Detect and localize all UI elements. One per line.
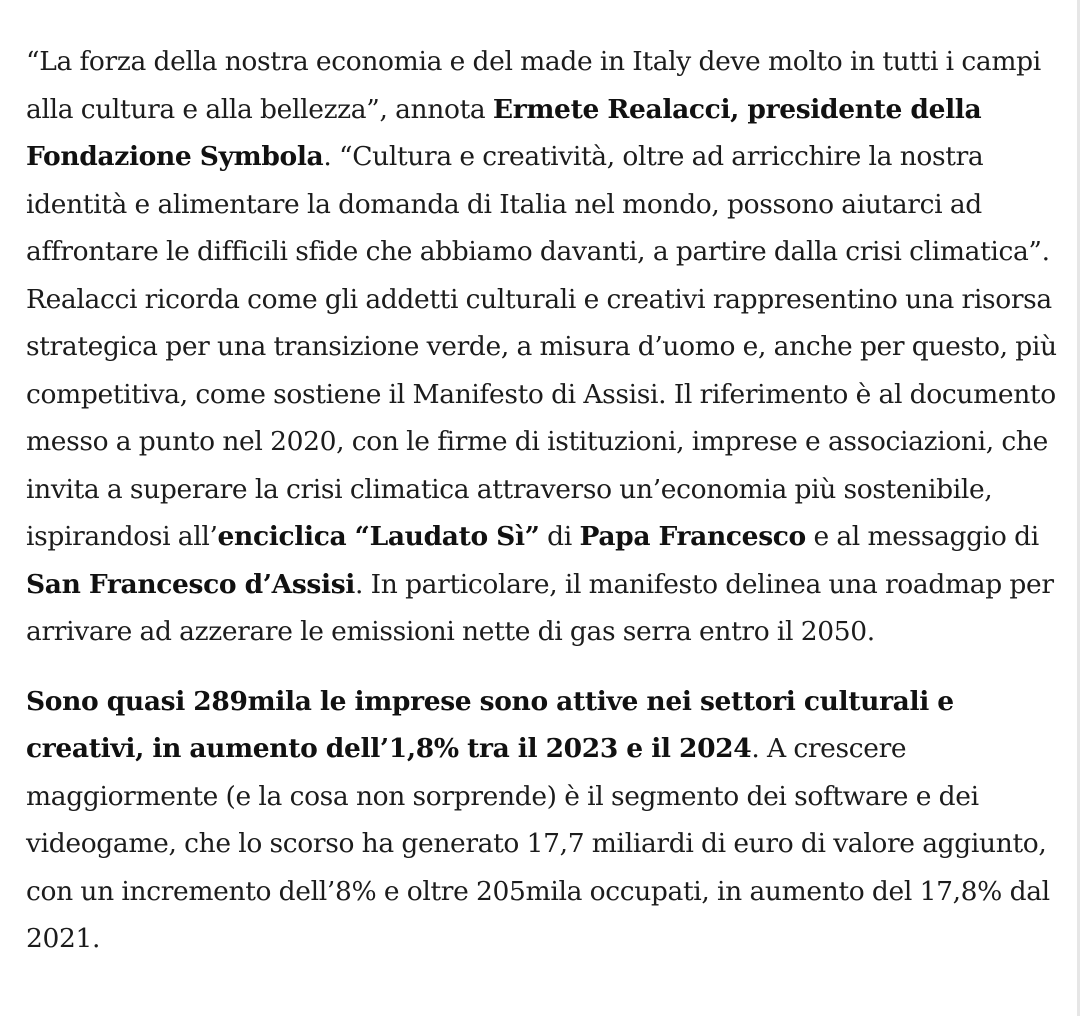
bold-text: Sono quasi 289mila le imprese sono attive nei settori culturali e creativi, in aumento dell’1,8% tra il 2023 e il 2024 (26, 685, 954, 764)
paragraph-text: . A crescere maggiormente (e la cosa non sorprende) è il segmento dei software e dei videogame, che lo scorso ha generato 17,7 miliardi di euro di valore aggiunto, con un incremento dell’8% e oltre 205mila occupati, in aumento del 17,8% dal 2021. (26, 733, 1050, 954)
paragraph-text: “La forza della nostra economia e del made in Italy deve molto in tutti i campi alla cultura e alla bellezza”, annota (26, 46, 1041, 125)
paragraph-text: . In particolare, il manifesto delinea una roadmap per arrivare ad azzerare le emissioni nette di gas serra entro il 2050. (26, 568, 1054, 647)
bold-text: Ermete Realacci, presidente della Fondazione Symbola (26, 93, 982, 172)
paragraph-text: di (539, 521, 580, 552)
bold-text: enciclica “Laudato Sì” (217, 521, 540, 552)
paragraph-text: e al messaggio di (805, 521, 1039, 552)
paragraph-text: . “Cultura e creatività, oltre ad arricchire la nostra identità e alimentare la domanda di Italia nel mondo, possono aiutarci ad affrontare le difficili sfide che abbiamo davanti, a partire dalla crisi climatica”. Realacci ricorda come gli addetti culturali e creativi rappresentino una risorsa strategica per una transizione verde, a misura d’uomo e, anche per questo, più competitiva, come sostiene il Manifesto di Assisi. Il riferimento è al documento messo a punto nel 2020, con le firme di istituzioni, imprese e associazioni, che invita a superare la crisi climatica attraverso un’economia più sostenibile, ispirandosi all’ (26, 141, 1057, 552)
bold-text: Papa Francesco (579, 521, 806, 552)
paragraph-1 (26, 38, 1066, 656)
bold-text: San Francesco d’Assisi (26, 568, 356, 600)
paragraph-2 (26, 678, 1066, 963)
article-body (26, 38, 1066, 963)
